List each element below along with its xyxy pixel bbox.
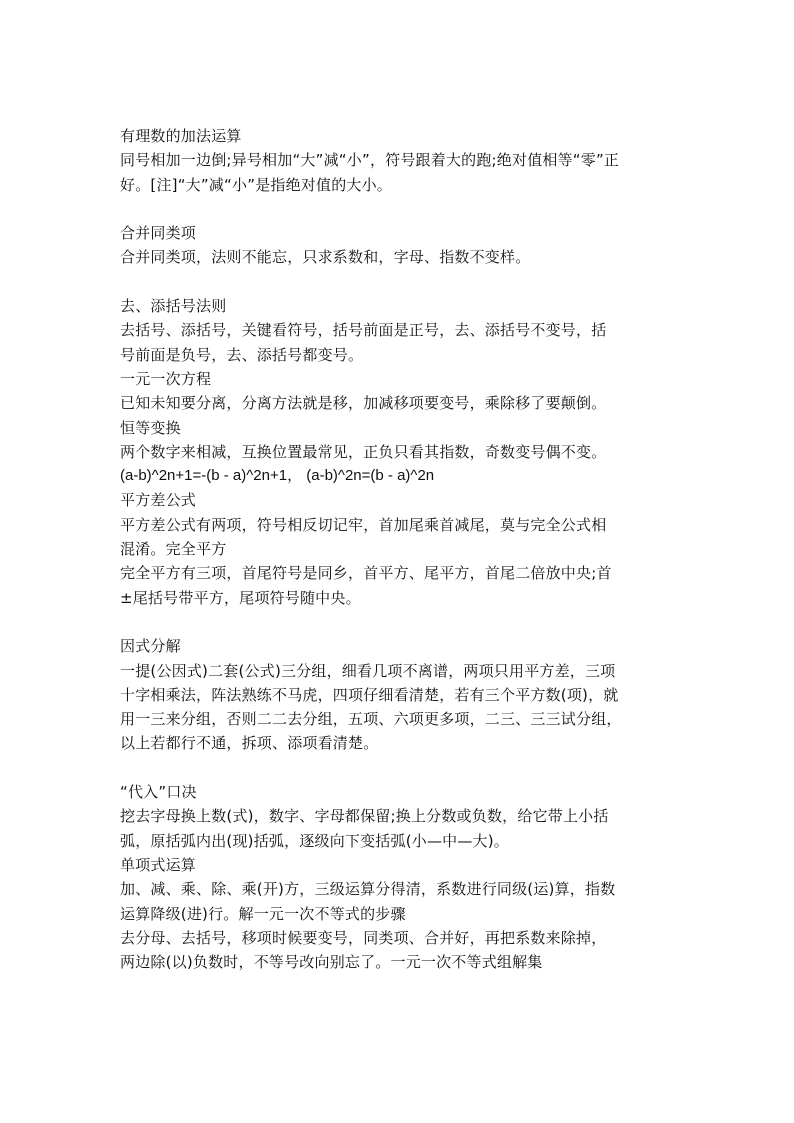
- section-heading-identity-transform: 恒等变换: [120, 418, 181, 437]
- section-heading-linear-equation: 一元一次方程: [120, 369, 212, 388]
- paragraph-line: 以上若都行不通，拆项、添项看清楚。: [120, 734, 379, 753]
- section-heading-substitution: “代入”口决: [120, 783, 197, 802]
- paragraph-line: 合并同类项，法则不能忘，只求系数和，字母、指数不变样。: [120, 248, 531, 267]
- paragraph-line: 去括号、添括号，关键看符号，括号前面是正号，去、添括号不变号，括: [120, 321, 607, 340]
- paragraph-line: 好。[注]“大”减“小”是指绝对值的大小。: [120, 175, 392, 194]
- paragraph-line: 一提(公因式)二套(公式)三分组，细看几项不离谱，两项只用平方差，三项: [120, 661, 616, 680]
- paragraph-line: 混淆。完全平方: [120, 540, 227, 559]
- paragraph-line: 同号相加一边倒;异号相加“大”减“小”，符号跟着大的跑;绝对值相等“零”正: [120, 151, 620, 170]
- section-heading-addition: 有理数的加法运算: [120, 127, 242, 145]
- blank-line: [120, 756, 685, 780]
- paragraph-line: 加、减、乘、除、乘(开)方，三级运算分得清，系数进行同级(运)算，指数: [120, 880, 616, 899]
- blank-line: [120, 610, 685, 634]
- paragraph-line: 去分母、去括号，移项时候要变号，同类项、合并好，再把系数来除掉，: [120, 928, 607, 947]
- paragraph-line: 用一三来分组，否则二二去分组，五项、六项更多项，二三、三三试分组，: [120, 710, 622, 729]
- paragraph-line: 号前面是负号，去、添括号都变号。: [120, 345, 364, 364]
- paragraph-line: 两个数字来相减，互换位置最常见，正负只看其指数，奇数变号偶不变。: [120, 442, 607, 461]
- blank-line: [120, 270, 685, 294]
- formula-line: (a-b)^2n+1=-(b - a)^2n+1， (a-b)^2n=(b - a)^2n: [120, 467, 435, 485]
- section-heading-difference-of-squares: 平方差公式: [120, 491, 197, 510]
- paragraph-line: 平方差公式有两项，符号相反切记牢，首加尾乘首减尾，莫与完全公式相: [120, 515, 607, 534]
- paragraph-line: 弧，原括弧内出(现)括弧，逐级向下变括弧(小—中—大)。: [120, 831, 510, 850]
- paragraph-line: 两边除(以)负数时，不等号改向别忘了。一元一次不等式组解集: [120, 953, 543, 972]
- paragraph-line: 运算降级(进)行。解一元一次不等式的步骤: [120, 904, 406, 923]
- paragraph-line: 完全平方有三项，首尾符号是同乡，首平方、尾平方，首尾二倍放中央;首: [120, 564, 612, 583]
- paragraph-line: 已知未知要分离，分离方法就是移，加减移项要变号，乘除移了要颠倒。: [120, 394, 607, 413]
- section-heading-monomial: 单项式运算: [120, 855, 197, 874]
- paragraph-line: 挖去字母换上数(式)，数字、字母都保留;换上分数或负数，给它带上小括: [120, 807, 609, 826]
- section-heading-factorization: 因式分解: [120, 637, 181, 656]
- section-heading-brackets: 去、添括号法则: [120, 297, 227, 316]
- paragraph-line: ±尾括号带平方，尾项符号随中央。: [120, 588, 361, 607]
- paragraph-line: 十字相乘法，阵法熟练不马虎，四项仔细看清楚，若有三个平方数(项)，就: [120, 685, 619, 704]
- document-body: [120, 124, 685, 974]
- section-heading-like-terms: 合并同类项: [120, 224, 197, 243]
- blank-line: [120, 197, 685, 221]
